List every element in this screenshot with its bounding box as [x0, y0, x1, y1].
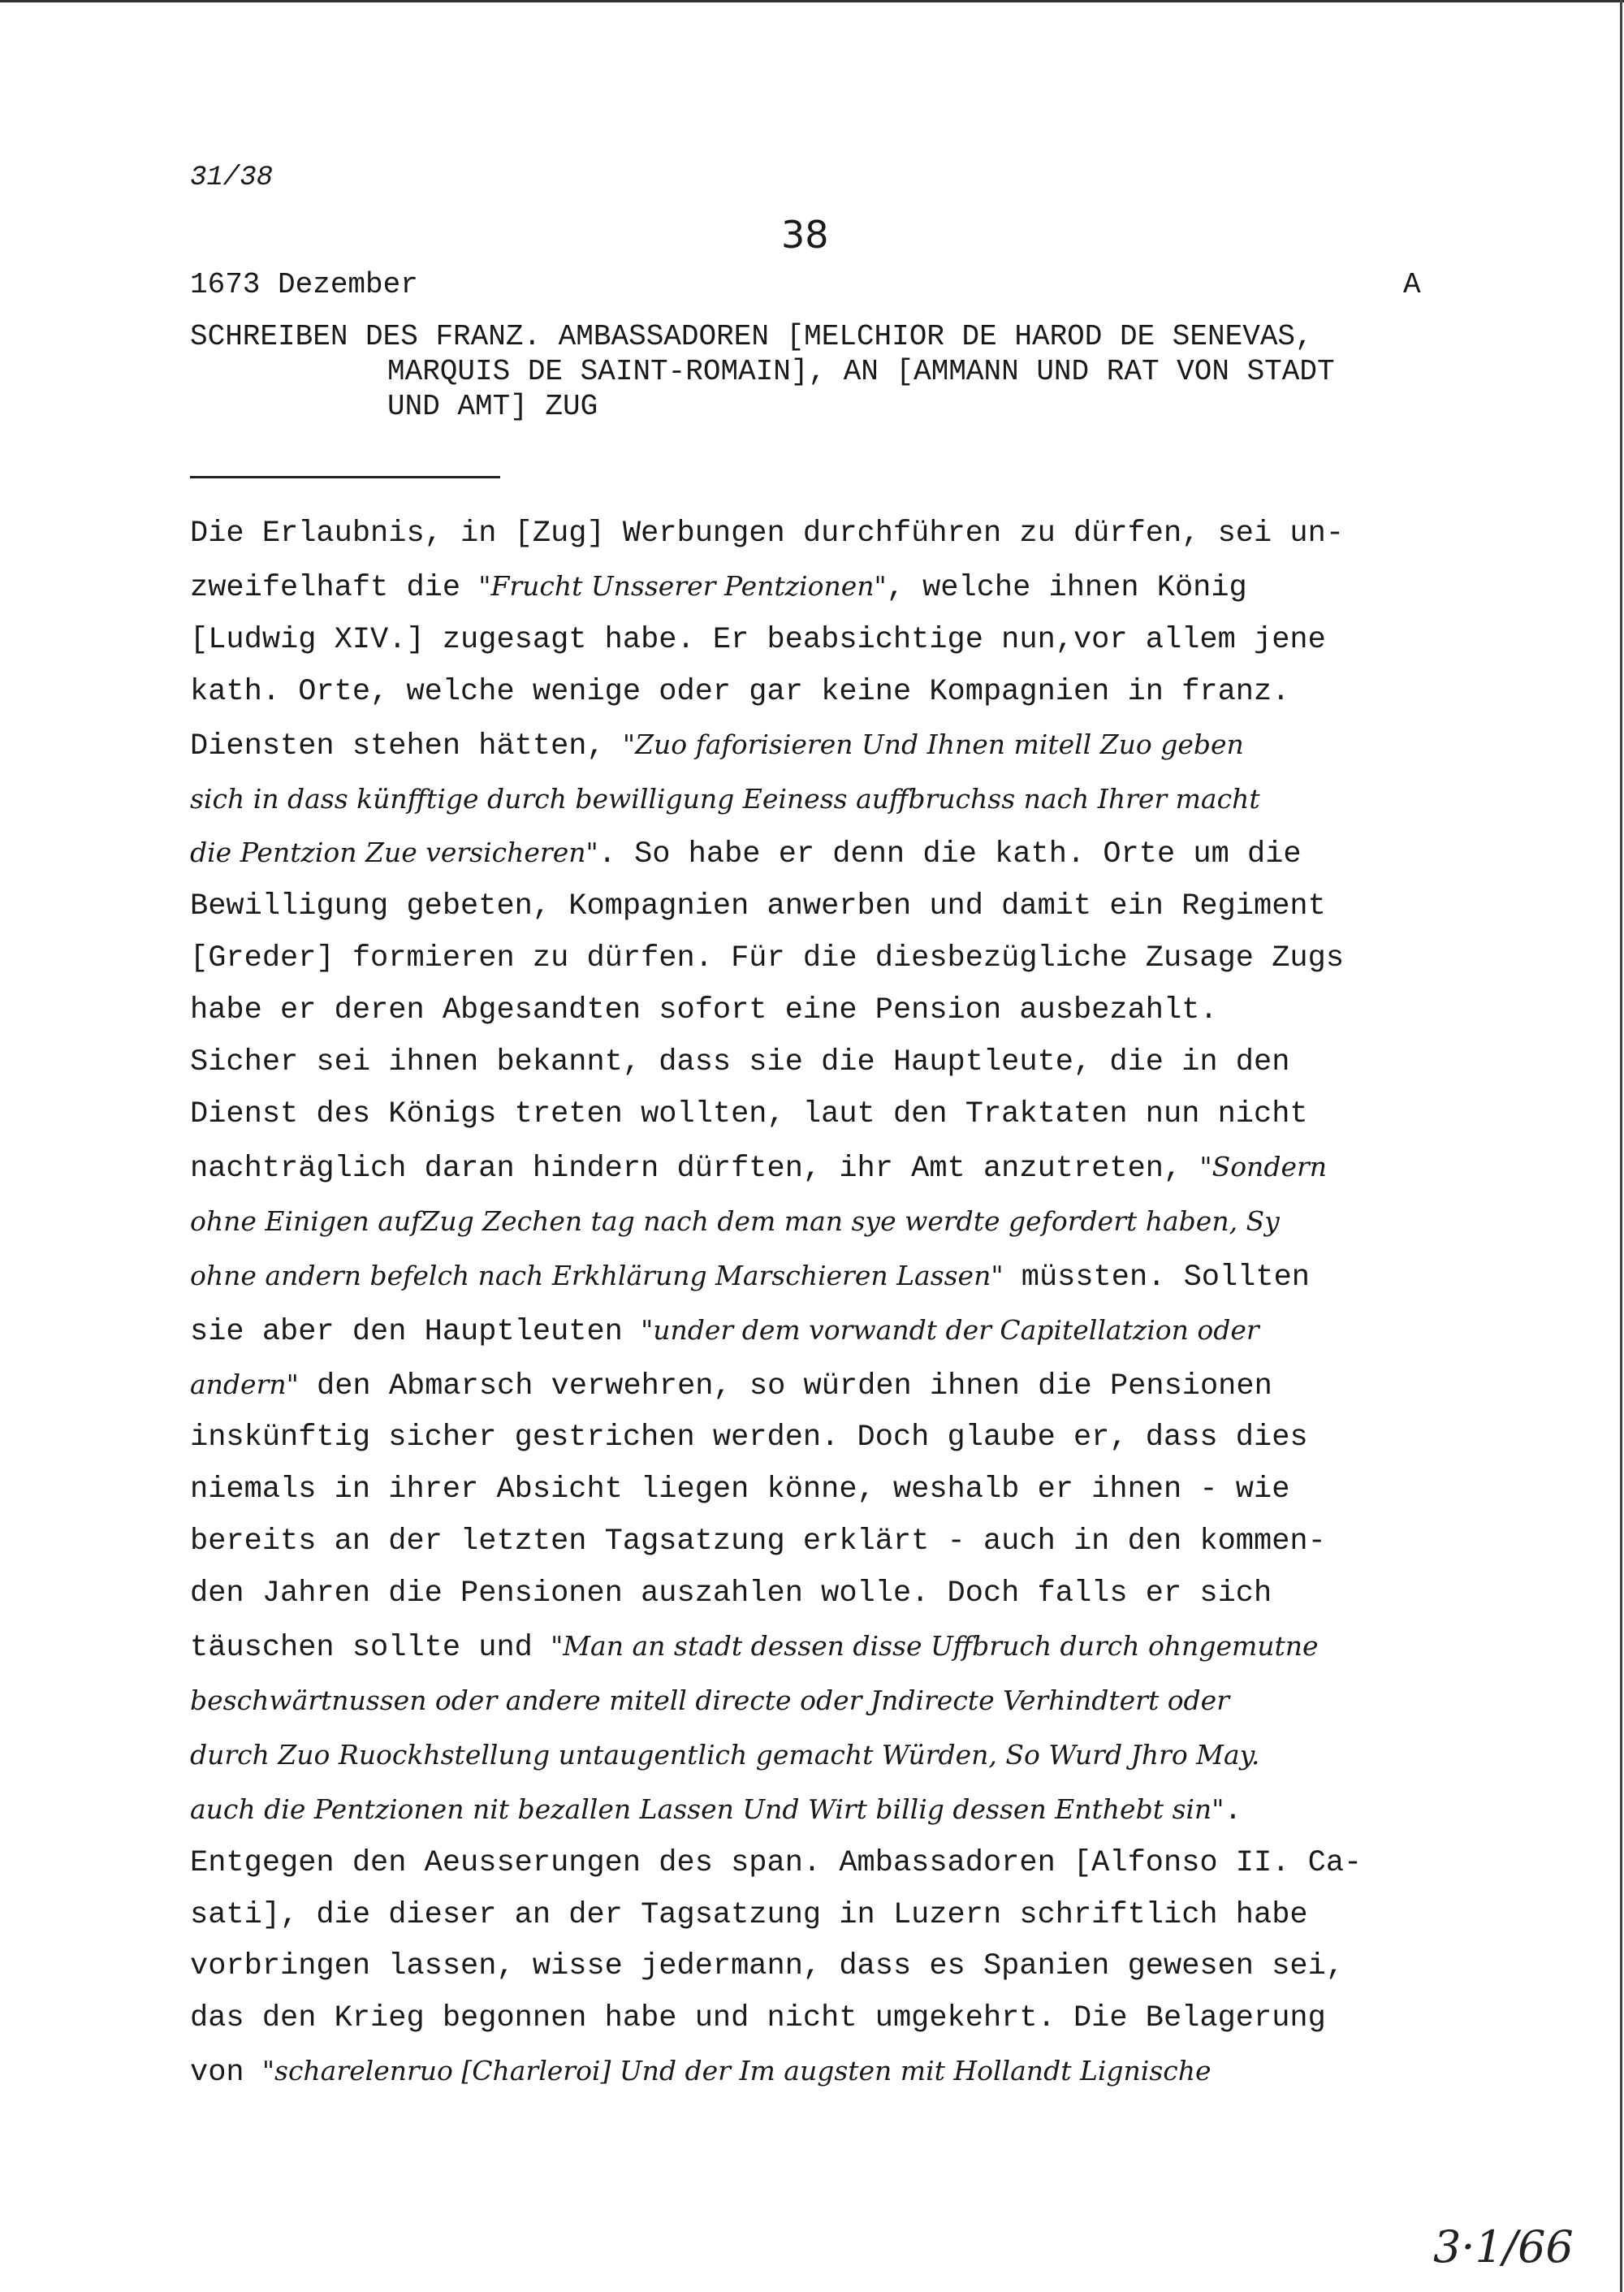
document-class: A [1403, 268, 1421, 301]
body-text-segment: Die Erlaubnis, in [Zug] Werbungen durchführen zu dürfen, sei un- [190, 517, 1345, 551]
body-text-segment: niemals in ihrer Absicht liegen könne, weshalb er ihnen - wie [190, 1473, 1290, 1507]
body-text-segment: müssten. Sollten [1003, 1260, 1310, 1295]
document-heading [190, 319, 1457, 424]
body-text-segment: bereits an der letzten Tagsatzung erklärt - auch in den kommen- [190, 1524, 1326, 1559]
body-line [190, 1141, 1457, 1196]
body-text-segment: , welche ihnen König [886, 570, 1247, 605]
body-text-segment: täuschen sollte und [190, 1631, 551, 1666]
quoted-source-text: auch die Pentzionen nit bezallen Lassen Und Wirt billig dessen Enthebt sin" [190, 1793, 1224, 1825]
quoted-source-text: ohne Einigen aufZug Zechen tag nach dem man sye werdte gefordert haben, Sy [190, 1204, 1280, 1237]
body-line [190, 719, 1457, 773]
body-text-segment: zweifelhaft die [190, 570, 479, 605]
quoted-source-text: "Frucht Unsserer Pentzionen" [478, 569, 887, 602]
body-line [190, 1784, 1457, 1838]
body-text-segment: inskünftig sicher gestrichen werden. Doch glaube er, dass dies [190, 1421, 1308, 1455]
body-text-segment: das den Krieg begonnen habe und nicht umgekehrt. Die Belagerung [190, 2001, 1326, 2036]
body-line [190, 827, 1457, 881]
heading-line: MARQUIS DE SAINT-ROMAIN], AN [AMMANN UND RAT VON STADT [387, 355, 1335, 388]
body-text-segment: Entgegen den Aeusserungen des span. Ambassadoren [Alfonso II. Ca- [190, 1845, 1363, 1880]
quoted-source-text: "under dem vorwandt der Capitellatzion oder [641, 1313, 1259, 1346]
document-number: 38 [781, 213, 829, 257]
body-line [190, 1838, 1457, 1890]
body-line [190, 1304, 1457, 1359]
body-line [190, 773, 1457, 828]
scan-edge-top [0, 0, 1624, 2]
body-line [190, 1729, 1457, 1784]
body-text-segment: . So habe er denn die kath. Orte um die [598, 837, 1302, 872]
body-text-segment: Bewilligung gebeten, Kompagnien anwerben und damit ein Regiment [190, 889, 1326, 924]
quoted-source-text: beschwärtnussen oder andere mitell directe oder Jndirecte Verhindtert oder [190, 1684, 1229, 1716]
body-line [190, 1568, 1457, 1620]
quoted-source-text: durch Zuo Ruockhstellung untaugentlich gemacht Würden, So Wurd Jhro May. [190, 1738, 1260, 1771]
body-line [190, 560, 1457, 615]
body-line [190, 1993, 1457, 2045]
body-line [190, 985, 1457, 1037]
body-line [190, 2045, 1457, 2100]
quoted-source-text: andern" [190, 1368, 299, 1400]
quoted-source-text: die Pentzion Zue versicheren" [190, 837, 598, 869]
body-text [190, 508, 1457, 2100]
body-line [190, 667, 1457, 719]
scan-edge-right [1620, 0, 1622, 2292]
body-text-segment: sie aber den Hauptleuten [190, 1314, 641, 1349]
body-line [190, 933, 1457, 985]
body-line [190, 1516, 1457, 1568]
document-date: 1673 Dezember [190, 268, 418, 301]
body-text-segment: Diensten stehen hätten, [190, 729, 623, 763]
body-text-segment: Dienst des Königs treten wollten, laut den Traktaten nun nicht [190, 1096, 1308, 1131]
body-text-segment: . [1224, 1793, 1242, 1828]
body-line [190, 881, 1457, 933]
body-text-segment: nachträglich daran hindern dürften, ihr Amt anzutreten, [190, 1151, 1200, 1186]
quoted-source-text: ohne andern befelch nach Erkhlärung Marschieren Lassen" [190, 1259, 1004, 1291]
body-line [190, 615, 1457, 667]
body-text-segment: kath. Orte, welche wenige oder gar keine Kompagnien in franz. [190, 674, 1290, 709]
body-line [190, 1675, 1457, 1729]
body-line [190, 508, 1457, 560]
body-text-segment: vorbringen lassen, wisse jedermann, dass es Spanien gewesen sei, [190, 1949, 1345, 1984]
heading-line: SCHREIBEN DES FRANZ. AMBASSADOREN [MELCHIOR DE HAROD DE SENEVAS, [190, 320, 1313, 353]
body-line [190, 1089, 1457, 1141]
quoted-source-text: "Zuo faforisieren Und Ihnen mitell Zuo geben [622, 728, 1244, 760]
body-text-segment: habe er deren Abgesandten sofort eine Pension ausbezahlt. [190, 993, 1218, 1028]
body-text-segment: den Jahren die Pensionen auszahlen wolle. Doch falls er sich [190, 1576, 1272, 1611]
heading-line: UND AMT] ZUG [387, 390, 598, 423]
body-text-segment: [Ludwig XIV.] zugesagt habe. Er beabsichtige nun,vor allem jene [190, 622, 1326, 657]
quoted-source-text: sich in dass künfftige durch bewilligung Eeiness auffbruchss nach Ihrer macht [190, 782, 1260, 815]
body-line [190, 1250, 1457, 1304]
body-text-segment: von [190, 2056, 262, 2091]
handwritten-archive-number: 3·1/66 [1433, 2221, 1574, 2273]
body-line [190, 1412, 1457, 1464]
body-line [190, 1464, 1457, 1516]
body-text-segment: sati], die dieser an der Tagsatzung in Luzern schriftlich habe [190, 1897, 1308, 1932]
body-text-segment: Sicher sei ihnen bekannt, dass sie die Hauptleute, die in den [190, 1045, 1290, 1080]
body-line [190, 1890, 1457, 1942]
body-text-segment: den Abmarsch verwehren, so würden ihnen die Pensionen [298, 1369, 1272, 1403]
page-reference: 31/38 [190, 162, 274, 193]
body-line [190, 1196, 1457, 1250]
quoted-source-text: "scharelenruo [Charleroi] Und der Im augsten mit Hollandt Lignische [261, 2055, 1212, 2087]
body-line [190, 1359, 1457, 1413]
body-text-segment: [Greder] formieren zu dürfen. Für die diesbezügliche Zusage Zugs [190, 941, 1345, 976]
body-line [190, 1620, 1457, 1675]
body-line [190, 1037, 1457, 1089]
quoted-source-text: "Sondern [1199, 1150, 1327, 1183]
separator-rule [190, 476, 500, 478]
body-line [190, 1941, 1457, 1993]
quoted-source-text: "Man an stadt dessen disse Uffbruch durch ohngemutne [551, 1630, 1319, 1663]
